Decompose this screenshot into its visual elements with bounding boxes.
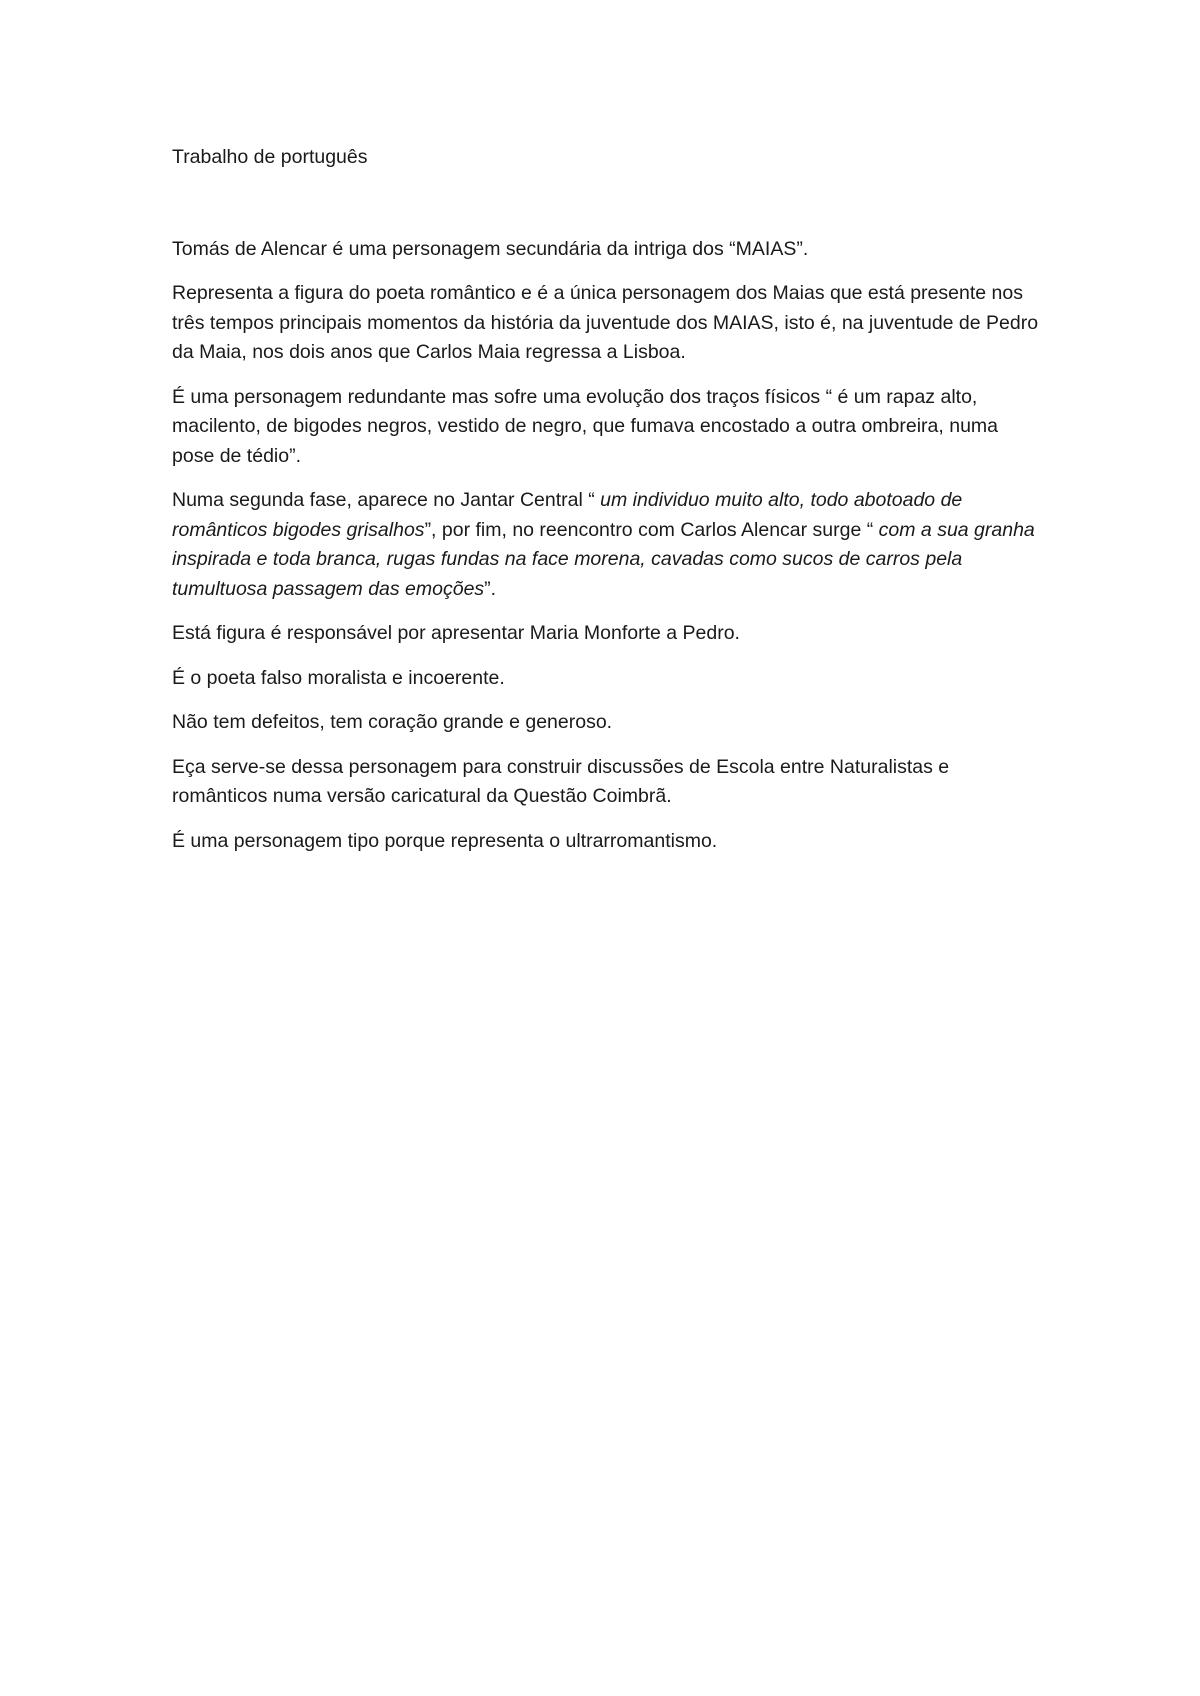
paragraph-1: Tomás de Alencar é uma personagem secundária da intriga dos “MAIAS”. [172,237,809,260]
paragraph-6: É o poeta falso moralista e incoerente. [172,666,505,689]
document-title: Trabalho de português [172,146,368,168]
paragraph-9: É uma personagem tipo porque representa o ultrarromantismo. [172,829,718,852]
paragraph-4-text-2: ”, por fim, no reencontro com Carlos Alencar surge “ [424,518,879,541]
paragraph-4-text-3: ”. [484,577,497,600]
paragraph-8: Eça serve-se dessa personagem para construir discussões de Escola entre Naturalistas e românticos numa versão caricatural da Questão Coimbrã. [172,755,950,807]
paragraph-4-text-1: Numa segunda fase, aparece no Jantar Central “ [172,489,601,511]
paragraph-5: Está figura é responsável por apresentar Maria Monforte a Pedro. [172,622,740,644]
paragraph-3: É uma personagem redundante mas sofre uma evolução dos traços físicos “ é um rapaz alto, macilento, de bigodes negros, vestido de negro, que fumava encostado a outra ombreira, numa pose de tédio”. [172,385,999,467]
paragraph-4-quote-2: com a sua granha inspirada e toda branca, rugas fundas na face morena, cavadas como sucos de carros pela tumultuosa passagem das emoções [172,518,1035,600]
paragraph-7: Não tem defeitos, tem coração grande e generoso. [172,711,613,733]
paragraph-4-quote-1: um individuo muito alto, todo abotoado de românticos bigodes grisalhos [172,489,963,541]
paragraph-2: Representa a figura do poeta romântico e é a única personagem dos Maias que está presente nos três tempos principais momentos da história da juventude dos MAIAS, isto é, na juventude de Pedro da Maia, nos dois anos que Carlos Maia regressa a Lisboa. [172,282,1039,363]
document-body [172,143,1042,871]
paragraph-4 [172,486,1042,604]
